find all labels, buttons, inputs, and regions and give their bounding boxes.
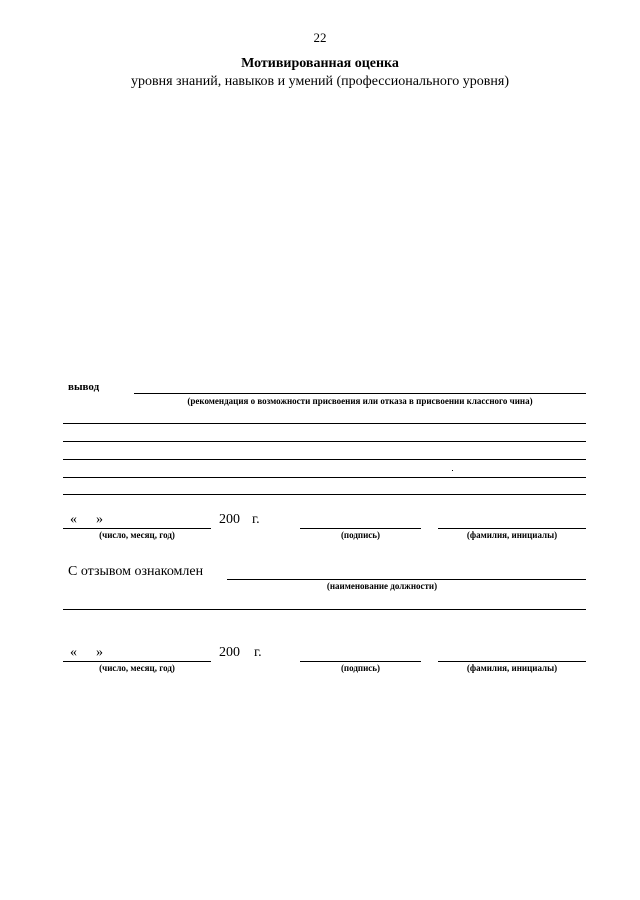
- conclusion-caption: (рекомендация о возможности присвоения или отказа в присвоении классного чина): [187, 396, 533, 406]
- signature-line-2[interactable]: [300, 661, 421, 662]
- date-caption-2: (число, месяц, год): [99, 663, 175, 673]
- date-quote-close: »: [96, 512, 103, 527]
- signature-caption-2: (подпись): [340, 663, 381, 673]
- scan-dot: [452, 470, 453, 471]
- year-suffix: г.: [252, 512, 260, 527]
- year-prefix-2: 200: [219, 645, 240, 660]
- year-suffix-2: г.: [254, 645, 262, 660]
- conclusion-line[interactable]: [134, 393, 586, 394]
- name-line-2[interactable]: [438, 661, 586, 662]
- date-caption: (число, месяц, год): [99, 530, 175, 540]
- position-line[interactable]: [227, 579, 586, 580]
- conclusion-label: вывод: [68, 381, 100, 393]
- document-title: Мотивированная оценка: [241, 56, 399, 71]
- document-subtitle: уровня знаний, навыков и умений (профессионального уровня): [130, 74, 510, 89]
- conclusion-extra-line-2[interactable]: [63, 441, 586, 442]
- date-line[interactable]: [63, 528, 211, 529]
- name-caption-2: (фамилия, инициалы): [466, 663, 558, 673]
- date-quote-close-2: »: [96, 645, 103, 660]
- name-line[interactable]: [438, 528, 586, 529]
- date-quote-open: «: [70, 512, 77, 527]
- page-number: 22: [313, 30, 327, 45]
- year-prefix: 200: [219, 512, 240, 527]
- signature-caption: (подпись): [340, 530, 381, 540]
- acknowledged-extra-line[interactable]: [63, 609, 586, 610]
- conclusion-extra-line-1[interactable]: [63, 423, 586, 424]
- name-caption: (фамилия, инициалы): [466, 530, 558, 540]
- date-quote-open-2: «: [70, 645, 77, 660]
- conclusion-extra-line-5[interactable]: [63, 494, 586, 495]
- date-line-2[interactable]: [63, 661, 211, 662]
- position-caption: (наименование должности): [326, 581, 438, 591]
- signature-line[interactable]: [300, 528, 421, 529]
- conclusion-extra-line-3[interactable]: [63, 459, 586, 460]
- acknowledged-label: С отзывом ознакомлен: [68, 564, 204, 579]
- conclusion-extra-line-4[interactable]: [63, 477, 586, 478]
